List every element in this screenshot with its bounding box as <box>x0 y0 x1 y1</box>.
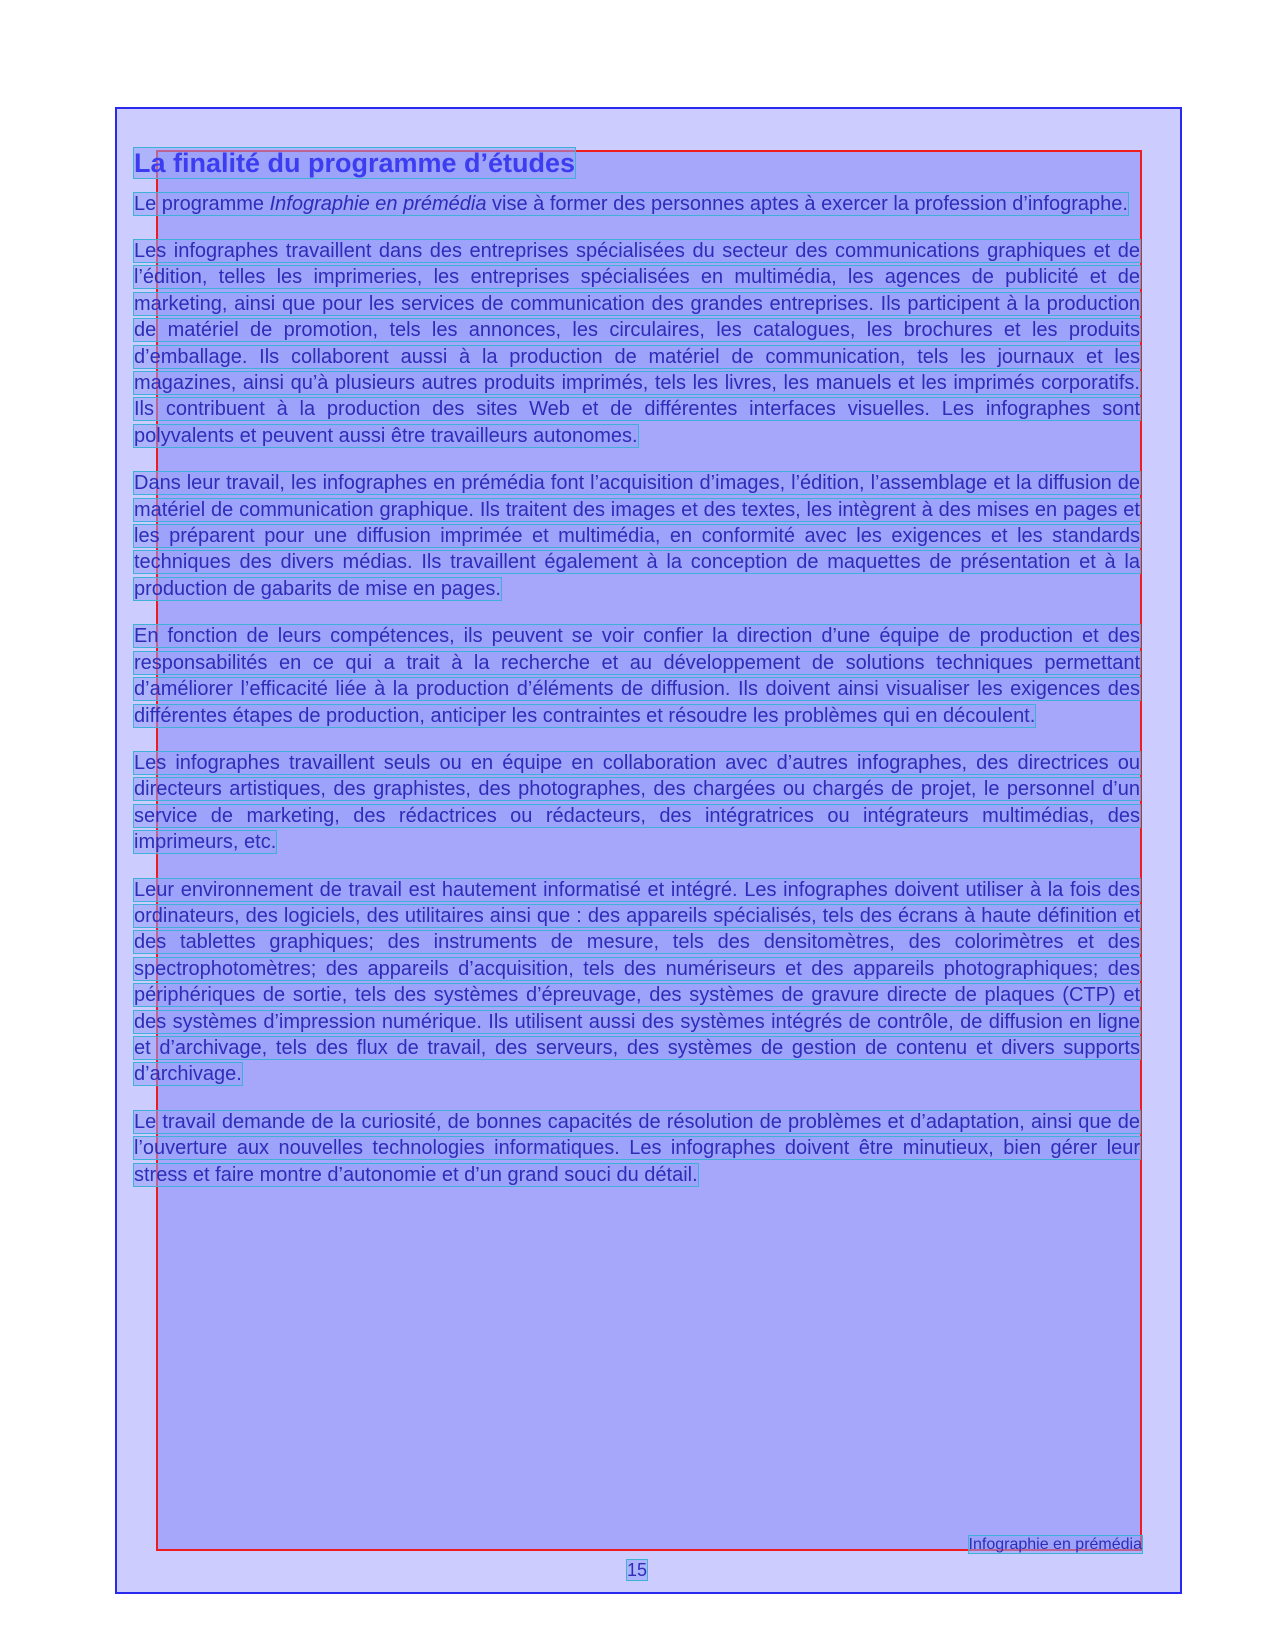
paragraph-responsibilities <box>134 623 1140 729</box>
page-title <box>134 148 1140 178</box>
paragraph-workplaces <box>134 238 1140 449</box>
page-title-text: La finalité du programme d’études <box>134 148 576 178</box>
intro-text <box>134 193 1128 215</box>
page-number-text: 15 <box>627 1560 648 1580</box>
paragraph-environment <box>134 877 1140 1088</box>
paragraph-text: Les infographes travaillent seuls ou en équipe en collaboration avec d’autres infographes, des directrices ou directeurs artistiques, des graphistes, des photographes, des chargées ou chargés de projet, le personnel d’un service de marketing, des rédactrices ou rédacteurs, des intégratrices ou intégrateurs multimédias, des imprimeurs, etc. <box>134 751 1140 854</box>
page-body <box>134 148 1140 1209</box>
page-number <box>627 1560 647 1580</box>
running-footer-title <box>969 1536 1142 1554</box>
paragraph-text: Les infographes travaillent dans des entreprises spécialisées du secteur des communications graphiques et de l’édition, telles les imprimeries, les entreprises spécialisées en multimédia, les agences de publicité et de marketing, ainsi que pour les services de communication des grandes entreprises. Ils participent à la production de matériel de promotion, tels les annonces, les circulaires, les catalogues, les brochures et les produits d’emballage. Ils collaborent aussi à la production de matériel de communication, tels les journaux et les magazines, ainsi qu’à plusieurs autres produits imprimés, tels les livres, les manuels et les imprimés corporatifs. Ils contribuent à la production des sites Web et de différentes interfaces visuelles. Les infographes sont polyvalents et peuvent aussi être travailleurs autonomes. <box>134 240 1140 447</box>
paragraph-text: Le travail demande de la curiosité, de bonnes capacités de résolution de problèmes et d’adaptation, ainsi que de l’ouverture aux nouvelles technologies informatiques. Les infographes doivent être minutieux, bien gérer leur stress et faire montre d’autonomie et d’un grand souci du détail. <box>134 1110 1140 1186</box>
program-name: Infographie en prémédia <box>269 193 487 215</box>
paragraph-collaboration <box>134 750 1140 856</box>
paragraph-text: En fonction de leurs compétences, ils peuvent se voir confier la direction d’une équipe de production et des responsabilités en ce qui a trait à la recherche et au développement de solutions techniques permettant d’améliorer l’efficacité liée à la production d’éléments de diffusion. Ils doivent ainsi visualiser les exigences des différentes étapes de production, anticiper les contraintes et résoudre les problèmes qui en découlent. <box>134 625 1140 727</box>
paragraph-tasks <box>134 470 1140 602</box>
paragraph-qualities <box>134 1109 1140 1188</box>
intro-paragraph <box>134 192 1140 217</box>
paragraph-text: Dans leur travail, les infographes en prémédia font l’acquisition d’images, l’édition, l’assemblage et la diffusion de matériel de communication graphique. Ils traitent des images et des textes, les intègrent à des mises en pages et les préparent pour une diffusion imprimée et multimédia, en conformité avec les exigences et les standards techniques des divers médias. Ils travaillent également à la conception de maquettes de présentation et à la production de gabarits de mise en pages. <box>134 472 1140 600</box>
intro-after: vise à former des personnes aptes à exercer la profession d’infographe. <box>486 193 1128 215</box>
running-footer-text: Infographie en prémédia <box>968 1536 1142 1553</box>
intro-before: Le programme <box>134 193 270 215</box>
paragraph-text: Leur environnement de travail est hautement informatisé et intégré. Les infographes doivent utiliser à la fois des ordinateurs, des logiciels, des utilitaires ainsi que : des appareils spécialisés, tels des écrans à haute définition et des tablettes graphiques; des instruments de mesure, tels des densitomètres, des colorimètres et des spectrophotomètres; des appareils d’acquisition, tels des numériseurs et des appareils photographiques; des périphériques de sortie, tels des systèmes d’épreuvage, des systèmes de gravure directe de plaques (CTP) et des systèmes d’impression numérique. Ils utilisent aussi des systèmes intégrés de contrôle, de diffusion en ligne et d’archivage, tels des flux de travail, des serveurs, des systèmes de gestion de contenu et divers supports d’archivage. <box>134 878 1140 1086</box>
